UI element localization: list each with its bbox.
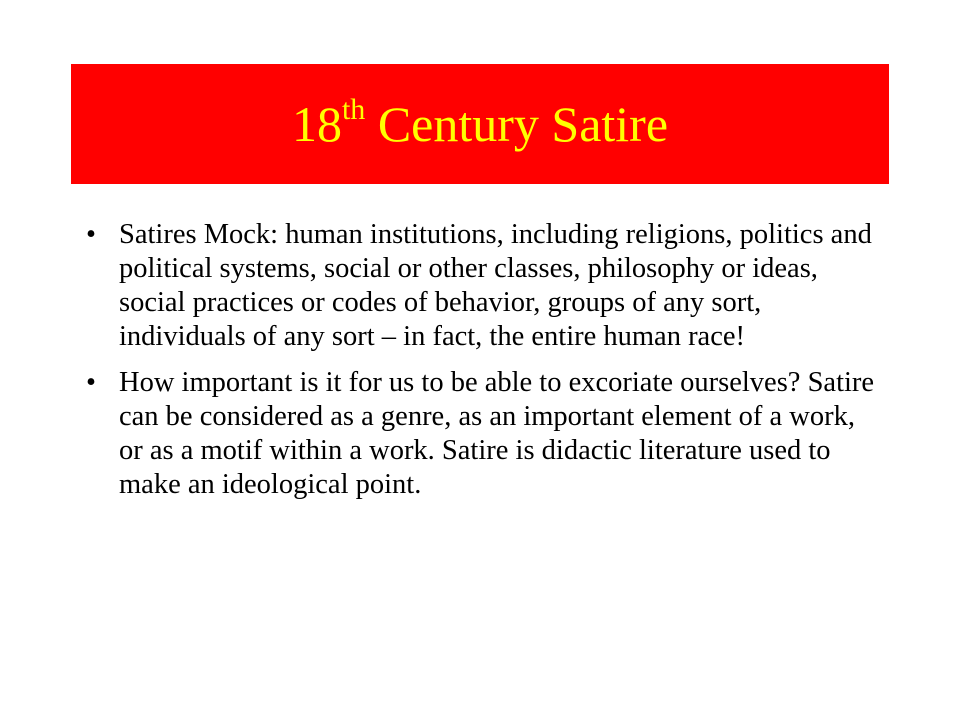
title-text: Century Satire [365, 96, 669, 152]
bullet-icon: • [86, 367, 96, 398]
slide-title [291, 93, 669, 152]
bullet-text: How important is it for us to be able to excoriate ourselves? Satire can be considered as a genre, as an important element of a work, or as a motif within a work. Satire is didactic literature used to make an ideological point. [119, 367, 875, 500]
bullet-item [86, 366, 876, 502]
title-number: 18 [291, 96, 342, 152]
bullet-text: Satires Mock: human institutions, including religions, politics and political systems, social or other classes, philosophy or ideas, social practices or codes of behavior, groups of any sort, individuals of any sort – in fact, the entire human race! [119, 219, 872, 352]
title-superscript: th [341, 93, 366, 126]
title-banner [71, 64, 889, 184]
bullet-item [86, 218, 876, 354]
bullet-icon: • [86, 219, 96, 250]
bullet-list [86, 218, 876, 514]
